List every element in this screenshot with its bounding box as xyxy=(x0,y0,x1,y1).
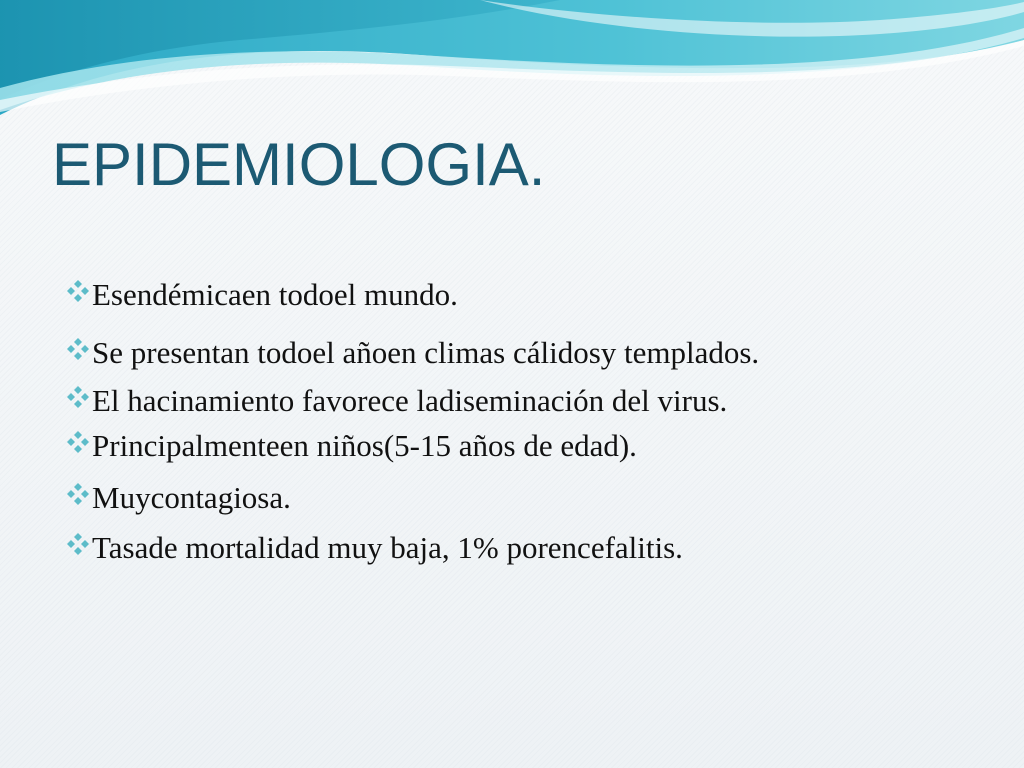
bullet-item xyxy=(64,528,964,568)
slide-title: EPIDEMIOLOGIA. xyxy=(52,131,546,198)
bullet-text: Tasade mortalidad muy baja, 1% porencefalitis. xyxy=(92,530,683,565)
diamond-bullet-icon xyxy=(66,482,90,506)
bullet-text: Muycontagiosa. xyxy=(92,480,291,515)
bullet-item xyxy=(64,275,964,315)
bullet-item xyxy=(64,478,964,518)
bullet-text: Esendémicaen todoel mundo. xyxy=(92,277,458,312)
diamond-bullet-icon xyxy=(66,337,90,361)
bullet-text: El hacinamiento favorece ladiseminación del virus. xyxy=(92,383,728,418)
diamond-bullet-icon xyxy=(66,430,90,454)
bullet-list xyxy=(64,275,964,568)
diamond-bullet-icon xyxy=(66,279,90,303)
bullet-text: Principalmenteen niños(5-15 años de edad). xyxy=(92,428,637,463)
bullet-item xyxy=(64,333,964,373)
bullet-text: Se presentan todoel añoen climas cálidosy templados. xyxy=(92,335,760,370)
bullet-item xyxy=(64,426,964,466)
diamond-bullet-icon xyxy=(66,385,90,409)
bullet-item xyxy=(64,381,964,421)
wave-header-decoration xyxy=(0,0,1024,130)
diamond-bullet-icon xyxy=(66,532,90,556)
